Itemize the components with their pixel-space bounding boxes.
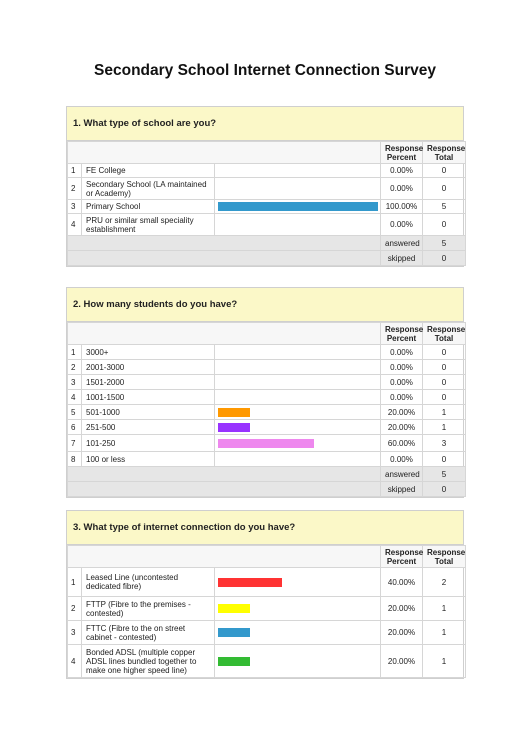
bar-cell — [215, 200, 381, 214]
response-percent: 60.00% — [381, 435, 423, 452]
question-title: 3. What type of internet connection do you have? — [67, 511, 463, 545]
answered-label: answered — [381, 467, 423, 482]
header-blank — [68, 546, 381, 568]
response-percent: 20.00% — [381, 420, 423, 435]
bar-cell — [215, 420, 381, 435]
question-title: 1. What type of school are you? — [67, 107, 463, 141]
page-title: Secondary School Internet Connection Survey — [94, 62, 436, 79]
response-percent: 0.00% — [381, 164, 423, 178]
answer-label: 1001-1500 — [82, 390, 215, 405]
question-block — [66, 106, 464, 267]
table-header-row — [68, 323, 466, 345]
response-percent: 20.00% — [381, 645, 423, 678]
table-row — [68, 178, 466, 200]
answer-label: FTTC (Fibre to the on street cabinet - contested) — [82, 621, 215, 645]
question-title: 2. How many students do you have? — [67, 288, 463, 322]
response-percent: 100.00% — [381, 200, 423, 214]
bar-cell — [215, 164, 381, 178]
table-header-row — [68, 142, 466, 164]
row-number: 3 — [68, 375, 82, 390]
bar-cell — [215, 360, 381, 375]
response-total: 1 — [423, 621, 466, 645]
response-total-header: Response Total — [423, 546, 466, 568]
row-number: 4 — [68, 214, 82, 236]
row-number: 1 — [68, 345, 82, 360]
row-number: 2 — [68, 597, 82, 621]
response-total: 0 — [423, 345, 466, 360]
answer-label: 251-500 — [82, 420, 215, 435]
row-number: 6 — [68, 420, 82, 435]
bar-cell — [215, 375, 381, 390]
response-total: 5 — [423, 200, 466, 214]
table-row — [68, 405, 466, 420]
bar-cell — [215, 390, 381, 405]
bar-cell — [215, 405, 381, 420]
response-total: 3 — [423, 435, 466, 452]
answer-label: PRU or similar small speciality establishment — [82, 214, 215, 236]
bar-cell — [215, 645, 381, 678]
response-total: 0 — [423, 390, 466, 405]
bar-cell — [215, 178, 381, 200]
answer-label: 101-250 — [82, 435, 215, 452]
summary-blank — [68, 236, 381, 251]
response-percent: 0.00% — [381, 375, 423, 390]
answer-label: 3000+ — [82, 345, 215, 360]
response-bar — [218, 202, 378, 211]
table-row — [68, 214, 466, 236]
response-total: 0 — [423, 178, 466, 200]
answered-row — [68, 467, 466, 482]
answered-count: 5 — [423, 467, 466, 482]
skipped-row — [68, 251, 466, 266]
row-number: 1 — [68, 164, 82, 178]
header-blank — [68, 142, 381, 164]
table-row — [68, 452, 466, 467]
table-row — [68, 621, 466, 645]
response-total: 1 — [423, 645, 466, 678]
response-bar — [218, 657, 250, 666]
table-row — [68, 420, 466, 435]
response-total: 0 — [423, 375, 466, 390]
skipped-count: 0 — [423, 251, 466, 266]
summary-blank — [68, 467, 381, 482]
response-bar — [218, 423, 250, 432]
question-block — [66, 510, 464, 679]
answer-label: Secondary School (LA maintained or Academy) — [82, 178, 215, 200]
answer-label: FE College — [82, 164, 215, 178]
response-table — [67, 545, 466, 678]
response-percent: 0.00% — [381, 390, 423, 405]
response-total: 2 — [423, 568, 466, 597]
row-number: 1 — [68, 568, 82, 597]
table-row — [68, 375, 466, 390]
response-total-header: Response Total — [423, 142, 466, 164]
row-number: 3 — [68, 621, 82, 645]
response-percent: 0.00% — [381, 214, 423, 236]
response-total: 1 — [423, 597, 466, 621]
response-percent: 0.00% — [381, 360, 423, 375]
response-percent: 0.00% — [381, 345, 423, 360]
response-total: 1 — [423, 405, 466, 420]
skipped-label: skipped — [381, 482, 423, 497]
table-row — [68, 645, 466, 678]
response-total: 0 — [423, 360, 466, 375]
table-row — [68, 164, 466, 178]
skipped-count: 0 — [423, 482, 466, 497]
response-total: 0 — [423, 164, 466, 178]
response-percent: 20.00% — [381, 621, 423, 645]
bar-cell — [215, 597, 381, 621]
answered-row — [68, 236, 466, 251]
row-number: 5 — [68, 405, 82, 420]
response-bar — [218, 628, 250, 637]
row-number: 4 — [68, 645, 82, 678]
table-row — [68, 345, 466, 360]
response-total: 0 — [423, 214, 466, 236]
answered-label: answered — [381, 236, 423, 251]
answer-label: 501-1000 — [82, 405, 215, 420]
row-number: 2 — [68, 178, 82, 200]
table-header-row — [68, 546, 466, 568]
response-total: 1 — [423, 420, 466, 435]
row-number: 4 — [68, 390, 82, 405]
bar-cell — [215, 214, 381, 236]
row-number: 3 — [68, 200, 82, 214]
bar-cell — [215, 621, 381, 645]
table-row — [68, 568, 466, 597]
response-percent: 0.00% — [381, 452, 423, 467]
answer-label: FTTP (Fibre to the premises - contested) — [82, 597, 215, 621]
response-bar — [218, 604, 250, 613]
answer-label: 1501-2000 — [82, 375, 215, 390]
table-row — [68, 597, 466, 621]
response-bar — [218, 408, 250, 417]
table-row — [68, 390, 466, 405]
response-total: 0 — [423, 452, 466, 467]
answer-label: 100 or less — [82, 452, 215, 467]
response-table — [67, 322, 466, 497]
response-percent: 0.00% — [381, 178, 423, 200]
summary-blank — [68, 251, 381, 266]
bar-cell — [215, 452, 381, 467]
response-table — [67, 141, 466, 266]
summary-blank — [68, 482, 381, 497]
response-percent-header: Response Percent — [381, 323, 423, 345]
row-number: 2 — [68, 360, 82, 375]
answer-label: 2001-3000 — [82, 360, 215, 375]
response-percent-header: Response Percent — [381, 142, 423, 164]
response-percent: 40.00% — [381, 568, 423, 597]
answered-count: 5 — [423, 236, 466, 251]
skipped-row — [68, 482, 466, 497]
skipped-label: skipped — [381, 251, 423, 266]
bar-cell — [215, 435, 381, 452]
response-bar — [218, 578, 282, 587]
answer-label: Leased Line (uncontested dedicated fibre) — [82, 568, 215, 597]
row-number: 8 — [68, 452, 82, 467]
question-block — [66, 287, 464, 498]
bar-cell — [215, 568, 381, 597]
table-row — [68, 360, 466, 375]
bar-cell — [215, 345, 381, 360]
response-percent: 20.00% — [381, 405, 423, 420]
table-row — [68, 200, 466, 214]
row-number: 7 — [68, 435, 82, 452]
table-row — [68, 435, 466, 452]
response-bar — [218, 439, 314, 448]
response-percent: 20.00% — [381, 597, 423, 621]
response-total-header: Response Total — [423, 323, 466, 345]
answer-label: Primary School — [82, 200, 215, 214]
response-percent-header: Response Percent — [381, 546, 423, 568]
answer-label: Bonded ADSL (multiple copper ADSL lines bundled together to make one higher speed line) — [82, 645, 215, 678]
header-blank — [68, 323, 381, 345]
